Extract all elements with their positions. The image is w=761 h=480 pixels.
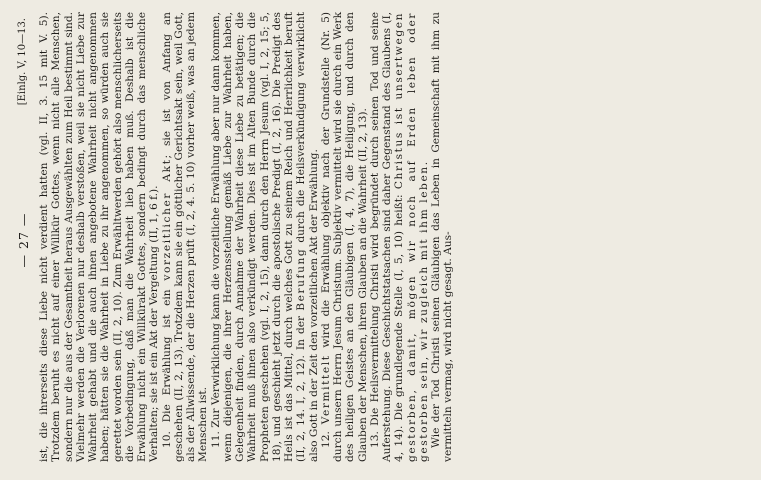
emphasized-text: Berufung (295, 247, 308, 311)
text-run: 10. Die Erwählung ist ein (160, 280, 173, 448)
text-run: ; sie ist von Anfang an geschehen (II, 2, 13). Trotzdem kann sie ein göttlicher Gerichtsakt sein, weil Gott, als der Allwissende, der die Herzen prüft (I, 2, 4. 5. 10) vorher weiß, was an jedem Menschen ist. (160, 12, 210, 462)
text-run: 13. Die Heilsvermittelung Christi wird begründet durch seinen Tod und seine Auferstehung. Diese Geschichtstatsachen sind daher Gegenstand des Glaubens (I, 4, 14). Die grundlegende Stelle (I, 5, 10) heißt: (368, 12, 406, 462)
page-number: — 27 — (16, 212, 31, 268)
page-header (16, 18, 34, 462)
text-run: durch die Heilsverkündigung verwirklicht also Gott in der Zeit den vorzeitlichen Akt der Erwählung. (295, 12, 320, 462)
text-run: ist, die ihrerseits diese Liebe nicht verdient hatten (vgl. II, 3. 15 mit V. 5). Trotzdem beruht es nicht auf einer Willkür Gottes, wenn nicht alle Menschen, sondern nur die aus der Gesamtheit heraus Ausgewählten zum Heil bestimmt sind. Vielmehr werden die Verlorenen nur deshalb verstoßen, weil sie nicht Liebe zur Wahrheit gehabt und die auch ihnen angebotene Wahrheit nicht angenommen haben; hätten sie die Wahrheit in Liebe zu ihr angenommen, so würden auch sie gerettet worden sein (II, 2, 10). Zum Erwähltwerden gehört also menschlicherseits die Vorbedingung, daß man die Wahrheit lieb haben muß. Deshalb ist die Erwählung nicht ein Willkürakt Gottes, sondern bedingt durch das menschliche Verhalten; sie ist ein Akt der Vergeltung (II, 1, 6 f.). (38, 12, 161, 462)
emphasized-text: Christus ist unsertwegen gestorben, damit, mögen wir noch auf Erden leben oder gestorben sein, wir zugleich mit ihm leben. (393, 12, 430, 462)
section-reference: [Einlg. V, 10—13. (17, 18, 28, 106)
paragraph (38, 12, 161, 462)
emphasized-text: vorzeitlicher Akt (160, 158, 173, 281)
paragraph (430, 12, 455, 462)
paragraph (161, 12, 210, 462)
emphasized-text: Vermittelt (319, 354, 332, 425)
paragraph (320, 12, 369, 462)
text-run: 11. Zur Verwirklichung kann die vorzeitliche Erwählung aber nur dann kommen, wenn diejenigen, die ihrer Herzensstellung gemäß Liebe zur Wahrheit haben, Gelegenheit finden, durch Annahme der Wahrheit diese Liebe zu betätigen; die Wahrheit muß ihnen also verkündigt werden. Dies ist im Alten Bunde durch die Propheten geschehen (vgl. I, 2, 15), dann durch den Herrn Jesum (vgl. I, 2, 15; 5, 18), und geschieht jetzt durch die apostolische Predigt (I, 2, 16). Die Predigt des Heils ist das Mittel, durch welches Gott zu seinem Reich und Herrlichkeit beruft (II, 2, 14. I, 2, 12). In der (209, 12, 308, 462)
paragraph (210, 12, 320, 462)
text-run: Wie der Tod Christi seinen Gläubigen das Leben in Gemeinschaft mit ihm zu vermitteln vermag, wird nicht gesagt. Aus- (430, 12, 455, 462)
text-run: wird die Erwählung objektiv nach der Grundstelle (Nr. 5) durch unsern Herrn Jesum Christum. Subjektiv vermittelt wird sie durch ein Werk des heiligen Geistes an den Gläubigen (I, 4, 7), die Heiligung, und durch den Glauben der Menschen, ihren Glauben an die Wahrheit (II, 2, 13). (319, 12, 369, 462)
paragraph (369, 12, 430, 462)
text-run: 12. (319, 424, 332, 448)
page-body (38, 12, 751, 462)
